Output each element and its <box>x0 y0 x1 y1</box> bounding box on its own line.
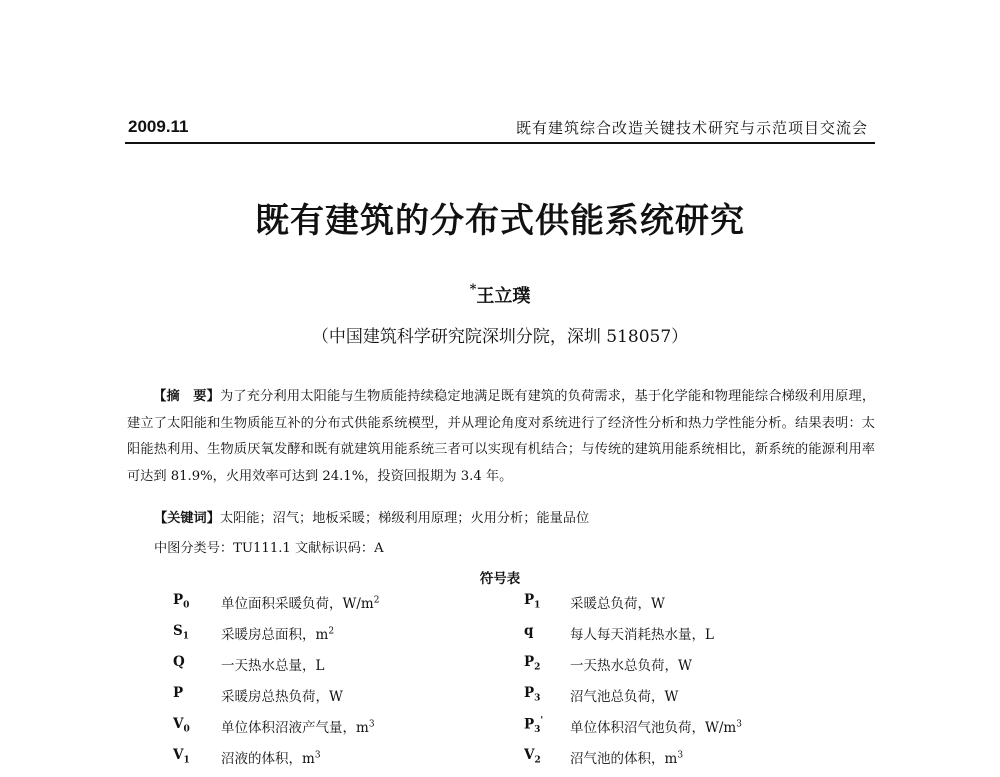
header-rule <box>125 142 875 144</box>
symbol-left-description-superscript: 2 <box>373 595 380 606</box>
symbol-right-description-superscript: 3 <box>736 719 742 730</box>
symbol-right-subscript: 1 <box>534 600 541 611</box>
symbol-right-description: 沼气池总负荷，W <box>570 689 679 705</box>
symbol-right-description: 单位体积沼气池负荷，$W/m^3$ <box>570 719 742 736</box>
abstract-text: 为了充分利用太阳能与生物质能持续稳定地满足既有建筑的负荷需求，基于化学能和物理能综合梯级利用原理，建立了太阳能和生物质能互补的分布式供能系统模型，并从理论角度对系统进行了经济性分析和热力学性能分析。结果表明：太阳能热利用、生物质厌氧发酵和既有就建筑用能系统三者可以实现有机结合；与传统的建筑用能系统相比，新系统的能源利用率可达到 81.9%，火用效率可达到 24.1%，投资回报期为 3.4 年。 <box>127 389 876 484</box>
symbol-left-description: 单位体积沼液产气量，$m^3$ <box>221 719 375 736</box>
symbol-left-subscript: 0 <box>183 600 190 611</box>
author-marker: * <box>469 282 477 297</box>
symbol-left-subscript: 1 <box>182 631 190 642</box>
symbol-right: $P_3'$ <box>524 716 544 736</box>
symbol-left-description: 采暖房总热负荷，W <box>221 689 343 705</box>
symbol-left-description: 单位面积采暖负荷，$W/m^2$ <box>221 595 380 612</box>
symbol-right-description: 一天热水总负荷，W <box>570 658 692 674</box>
symbol-right-subscript: 2 <box>534 662 541 673</box>
symbol-left: $V_1$ <box>173 747 190 766</box>
symbol-right: $P_1$ <box>524 592 541 611</box>
symbol-right: $V_2$ <box>524 747 541 766</box>
abstract <box>127 384 875 490</box>
symbol-left: $P_0$ <box>173 592 190 611</box>
symbol-right: $P_2$ <box>524 654 541 673</box>
symbol-right-description: 每人每天消耗热水量，L <box>570 627 714 643</box>
symbol-row <box>0 654 1000 684</box>
symbol-right-description: 采暖总负荷，W <box>570 596 665 612</box>
symbol-left-description-superscript: 3 <box>368 719 375 730</box>
paper-title: 既有建筑的分布式供能系统研究 <box>255 201 745 241</box>
symbol-left-subscript: 1 <box>183 755 190 766</box>
symbol-right-description-superscript: 3 <box>677 750 684 761</box>
symbol-left-description: 采暖房总面积，$m^2$ <box>221 626 335 643</box>
symbol-left-description-superscript: 2 <box>328 626 335 637</box>
symbol-left-description: 沼液的体积，$m^3$ <box>221 750 321 767</box>
abstract-label: 【摘 要】 <box>153 389 221 404</box>
symbol-right-subscript: 2 <box>534 755 541 766</box>
keywords-label: 【关键词】 <box>154 511 220 526</box>
symbol-left-description-superscript: 3 <box>314 750 321 761</box>
affiliation: （中国建筑科学研究院深圳分院，深圳 518057） <box>311 327 689 347</box>
keywords <box>154 507 589 526</box>
symbol-row <box>0 592 1000 622</box>
symbol-row <box>0 685 1000 715</box>
symbol-row <box>0 623 1000 653</box>
header-journal-name: 既有建筑综合改造关键技术研究与示范项目交流会 <box>515 119 868 137</box>
symbol-left: Q <box>173 654 185 670</box>
symbol-left-description: 一天热水总量，L <box>221 658 325 674</box>
symbol-right-subscript: 3 <box>534 725 541 736</box>
symbol-right: $P_3$ <box>524 685 541 704</box>
symbol-right-description: 沼气池的体积，$m^3$ <box>570 750 684 767</box>
symbol-right: q <box>524 623 534 639</box>
symbol-right-subscript: 3 <box>534 693 541 704</box>
symbol-left: P <box>173 685 184 701</box>
header-year: 2009.11 <box>128 117 189 136</box>
classification-line: 中图分类号：TU111.1 文献标识码：A <box>154 541 384 556</box>
author-name: 王立璞 <box>476 286 531 307</box>
symbol-row <box>0 716 1000 746</box>
keywords-text: 太阳能；沼气；地板采暖；梯级利用原理；火用分析；能量品位 <box>219 511 590 526</box>
symbol-right-superscript: ' <box>540 716 544 726</box>
symbol-left-subscript: 0 <box>183 724 190 735</box>
symbol-table-title: 符号表 <box>479 571 521 587</box>
symbol-row <box>0 747 1000 777</box>
author-line <box>0 282 1000 308</box>
symbol-left: $S_1$ <box>173 623 190 642</box>
symbol-left: $V_0$ <box>173 716 190 735</box>
